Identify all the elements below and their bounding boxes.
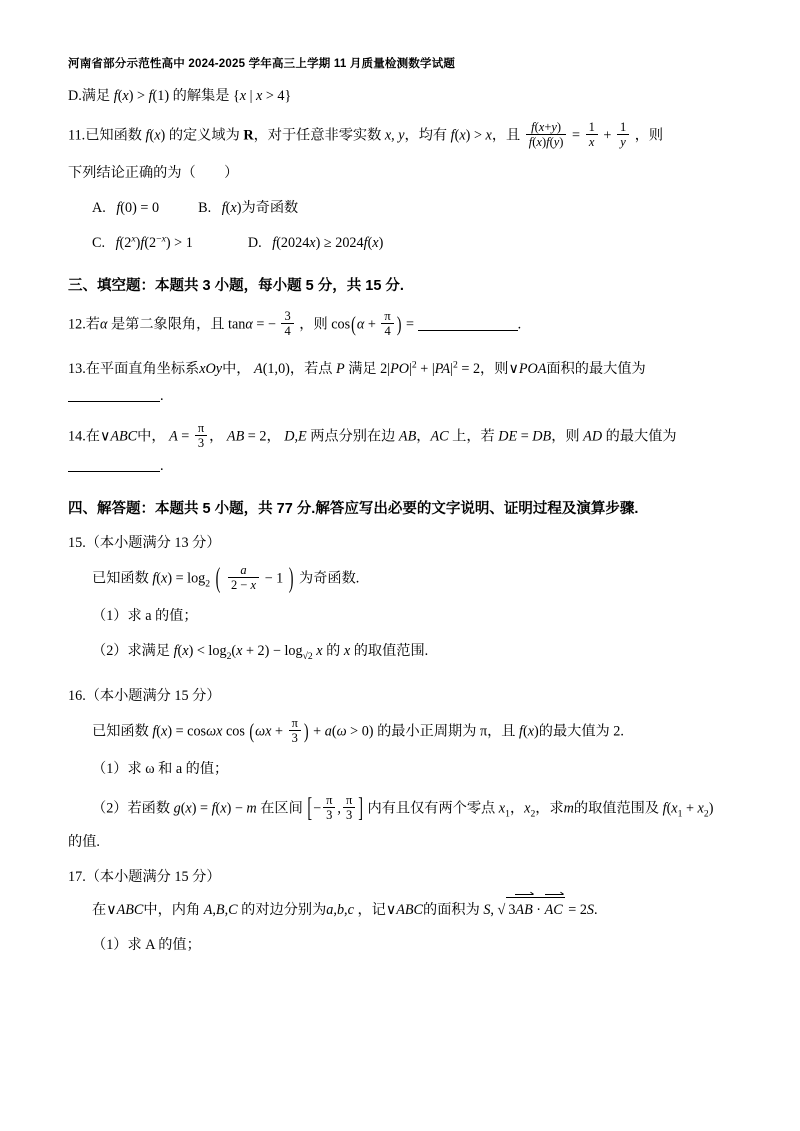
item-16-sub1: （1）求 ω 和 a 的值；: [92, 761, 229, 778]
item-17-sub1: （1）求 A 的值；: [92, 937, 201, 954]
item-15-header: 15.（本小题满分 13 分）: [68, 535, 221, 551]
item-17-body: 在∨ABC中，内角 A,B,C 的对边分别为a,b,c ，记∨ABC的面积为 S, √ 3AB · AC = 2S.: [68, 897, 734, 921]
item-15-sub1: （1）求 a 的值；: [92, 608, 198, 625]
section-three-title: 三、填空题：本题共 3 小题，每小题 5 分，共 15 分.: [68, 278, 404, 294]
item-16-body: 已知函数 f(x) = cosωx cos (ωx + $\frac{\pi}{3}$ ) + a(ω > 0) 的最小正周期为 π，且 f(x)的最大值为 2.: [92, 716, 624, 746]
item-14: 14.在∨ABC中， A = $\frac{\pi}{3}$ ， AB = 2， D,E 两点分别在边 AB，AC 上，若 DE = DB，则 AD 的最大值为: [68, 421, 677, 450]
item-12-answer-blank[interactable]: [418, 316, 518, 330]
item-15-score: （本小题满分 13 分）: [85, 535, 221, 551]
item-13-answer-line: .: [68, 385, 734, 407]
item-11-options-cd: C. $f(2^x)f(2^{-x}) > 1$ D. f(2024x) ≥ 2024f(x): [92, 233, 384, 251]
item-11-stem: 11.已知函数 f(x) 的定义域为 R，对于任意非零实数 x, y，均有 f(x) > x，且 $\frac{f(x+y)}{f(x)f(y)}$ = $\frac{1}{x}$ + $\frac{1}{y}$ ，则: [68, 120, 664, 149]
item-13: 13.在平面直角坐标系xOy中， A(1,0)，若点 P 满足 $2|PO|^2 + |PA|^2 = 2$，则∨POA面积的最大值为: [68, 359, 646, 377]
item-15-sub2: （2）求满足 $f(x) < \log_2(x + 2) - \log_{√2} x$ 的 x 的取值范围.: [92, 643, 429, 663]
document-content: [68, 55, 734, 969]
item-16-sub2: （2）若函数 g(x) = f(x) − m 在区间 [− $\frac{\pi}{3}$ , $\frac{\pi}{3}$ ] 内有且仅有两个零点 $x_1$，$x_2$，求m的取值范围及 $f(x_1 + x_2)$: [92, 793, 714, 824]
item-14-answer-blank[interactable]: [68, 458, 160, 472]
item-11-options-ab: A. f(0) = 0 B. f(x)为奇函数: [92, 200, 299, 216]
item-14-answer-line: .: [68, 455, 734, 477]
item-17-header: 17.（本小题满分 15 分）: [68, 869, 221, 886]
item-15-body: 已知函数 $f(x) = \log_2$ ( $\frac{a}{2 - x}$ − 1 ) 为奇函数.: [92, 562, 360, 595]
item-16-header: 16.（本小题满分 15 分）: [68, 688, 221, 705]
f-ratio-fraction: $\frac{f(x+y)}{f(x)f(y)}$: [526, 120, 567, 149]
item-10-option-d: D.满足 f(x) > f(1) 的解集是 {x | x > 4}: [68, 88, 292, 104]
item-13-answer-blank[interactable]: [68, 388, 160, 402]
document-header: 河南省部分示范性高中 2024-2025 学年高三上学期 11 月质量检测数学试题: [68, 58, 456, 70]
item-12: 12.若α 是第二象限角，且 tanα = − $\frac{3}{4}$ ，则 cos(α + $\frac{\pi}{4}$ ) = .: [68, 309, 522, 338]
item-16-sub2-tail: 的值.: [68, 834, 100, 851]
item-11-stem-line2: 下列结论正确的为（ ）: [68, 165, 239, 181]
item-16-score: （本小题满分 15 分）: [85, 688, 221, 705]
item-17-score: （本小题满分 15 分）: [85, 869, 221, 886]
section-four-title: 四、解答题：本题共 5 小题，共 77 分.解答应写出必要的文字说明、证明过程及演算步骤.: [68, 501, 639, 517]
